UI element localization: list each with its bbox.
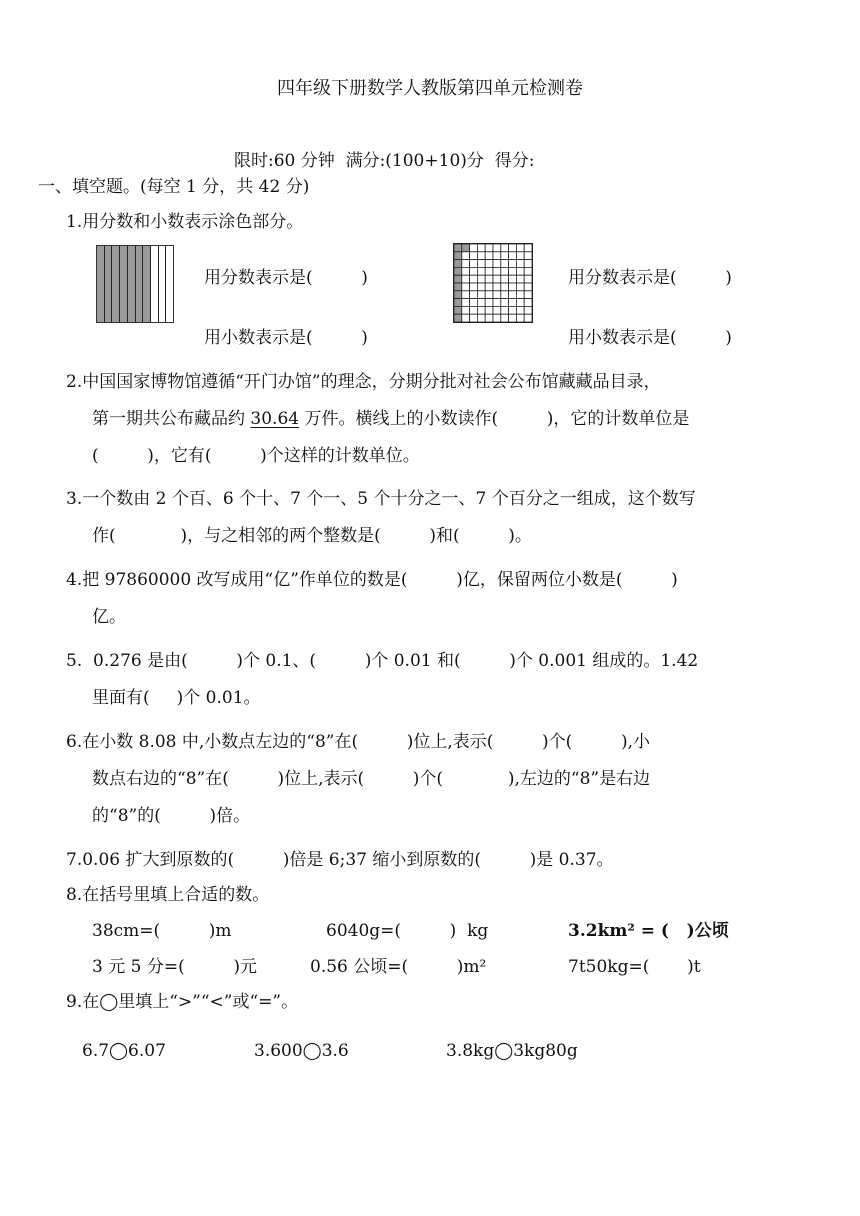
- blank-cell: [524, 244, 532, 252]
- blank-cell: [485, 252, 493, 260]
- blank-cell: [470, 267, 478, 275]
- underlined-number: 30.64: [250, 409, 300, 429]
- blank-cell: [470, 314, 478, 322]
- shaded-strip: [136, 246, 144, 322]
- conversion-2: 6040g=( ) kg: [326, 921, 489, 941]
- blank-cell: [485, 267, 493, 275]
- blank-cell: [477, 275, 485, 283]
- shaded-cell: [454, 291, 462, 299]
- shaded-cell: [454, 314, 462, 322]
- blank-cell: [462, 299, 470, 307]
- blank-cell: [493, 283, 501, 291]
- question-7: 7.0.06 扩大到原数的( )倍是 6;37 缩小到原数的( )是 0.37。: [66, 850, 614, 870]
- blank-strip: [166, 246, 173, 322]
- blank-cell: [462, 283, 470, 291]
- blank-cell: [493, 299, 501, 307]
- blank-cell: [524, 252, 532, 260]
- shaded-cell: [462, 244, 470, 252]
- blank-cell: [501, 275, 509, 283]
- blank-cell: [516, 275, 524, 283]
- blank-cell: [493, 267, 501, 275]
- blank-cell: [485, 260, 493, 268]
- blank-cell: [509, 283, 517, 291]
- blank-cell: [485, 314, 493, 322]
- blank-cell: [524, 314, 532, 322]
- blank-cell: [485, 299, 493, 307]
- shaded-cell: [454, 306, 462, 314]
- blank-cell: [485, 306, 493, 314]
- question-6-line-2: 数点右边的“8”在( )位上,表示( )个( ),左边的“8”是右边: [92, 769, 651, 789]
- blank-cell: [524, 275, 532, 283]
- blank-cell: [516, 314, 524, 322]
- shaded-cell: [454, 283, 462, 291]
- blank-cell: [509, 267, 517, 275]
- blank-cell: [516, 306, 524, 314]
- blank-cell: [485, 283, 493, 291]
- question-2-line-1: 2.中国国家博物馆遵循“开门办馆”的理念，分期分批对社会公布馆藏藏品目录，: [66, 372, 661, 392]
- blank-cell: [524, 306, 532, 314]
- blank-cell: [462, 275, 470, 283]
- compare-1: 6.7◯6.07: [82, 1041, 166, 1061]
- blank-cell: [524, 283, 532, 291]
- blank-cell: [509, 260, 517, 268]
- question-6-line-1: 6.在小数 8.08 中,小数点左边的“8”在( )位上,表示( )个( ),小: [66, 732, 650, 752]
- blank-cell: [516, 260, 524, 268]
- conversion-6: 7t50kg=( )t: [568, 957, 701, 977]
- blank-strip: [151, 246, 159, 322]
- conversion-1: 38cm=( )m: [92, 921, 232, 941]
- blank-cell: [516, 267, 524, 275]
- shaded-cell: [454, 267, 462, 275]
- question-6-line-3: 的“8”的( )倍。: [92, 806, 251, 826]
- blank-cell: [501, 260, 509, 268]
- blank-cell: [493, 291, 501, 299]
- question-3-line-1: 3.一个数由 2 个百、6 个十、7 个一、5 个十分之一、7 个百分之一组成，这个数写: [66, 489, 696, 509]
- blank-cell: [485, 275, 493, 283]
- blank-cell: [501, 244, 509, 252]
- blank-cell: [516, 291, 524, 299]
- blank-cell: [462, 314, 470, 322]
- blank-cell: [524, 267, 532, 275]
- blank-cell: [470, 275, 478, 283]
- blank-cell: [501, 299, 509, 307]
- blank-cell: [501, 267, 509, 275]
- blank-cell: [516, 252, 524, 260]
- fraction-answer-1: 用分数表示是( ): [204, 268, 368, 288]
- blank-cell: [477, 283, 485, 291]
- blank-cell: [493, 252, 501, 260]
- shaded-strip: [105, 246, 113, 322]
- question-4-line-1: 4.把 97860000 改写成用“亿”作单位的数是( )亿，保留两位小数是( ): [66, 570, 678, 590]
- conversion-4: 3 元 5 分=( )元: [92, 957, 257, 977]
- blank-cell: [516, 299, 524, 307]
- blank-cell: [501, 252, 509, 260]
- blank-cell: [470, 291, 478, 299]
- question-2-line-2: 第一期共公布藏品约 30.64 万件。横线上的小数读作( )，它的计数单位是: [92, 409, 690, 429]
- shaded-cell: [454, 244, 462, 252]
- blank-cell: [470, 244, 478, 252]
- blank-cell: [524, 291, 532, 299]
- blank-cell: [509, 299, 517, 307]
- blank-cell: [516, 244, 524, 252]
- blank-cell: [462, 252, 470, 260]
- blank-cell: [477, 260, 485, 268]
- blank-cell: [462, 267, 470, 275]
- blank-cell: [501, 291, 509, 299]
- blank-cell: [501, 314, 509, 322]
- question-9: 9.在◯里填上“>”“<”或“=”。: [66, 992, 299, 1012]
- blank-cell: [470, 306, 478, 314]
- blank-cell: [516, 283, 524, 291]
- blank-cell: [509, 314, 517, 322]
- section-heading: 一、填空题。(每空 1 分，共 42 分): [38, 177, 310, 197]
- decimal-answer-2: 用小数表示是( ): [568, 328, 732, 348]
- question-2-line-3: ( )，它有( )个这样的计数单位。: [92, 446, 420, 466]
- exam-meta: 限时:60 分钟 满分:(100+10)分 得分:: [234, 151, 535, 171]
- blank-cell: [462, 291, 470, 299]
- blank-cell: [477, 299, 485, 307]
- question-5-line-2: 里面有( )个 0.01。: [92, 688, 261, 708]
- blank-cell: [477, 306, 485, 314]
- conversion-3: 3.2km² = ( )公顷: [568, 921, 729, 941]
- compare-3: 3.8kg◯3kg80g: [446, 1041, 578, 1061]
- shaded-strip: [112, 246, 120, 322]
- blank-cell: [493, 244, 501, 252]
- fraction-answer-2: 用分数表示是( ): [568, 268, 732, 288]
- blank-cell: [501, 306, 509, 314]
- shaded-strip: [120, 246, 128, 322]
- blank-cell: [493, 306, 501, 314]
- blank-cell: [470, 299, 478, 307]
- shaded-strip: [97, 246, 105, 322]
- blank-cell: [509, 275, 517, 283]
- blank-cell: [485, 291, 493, 299]
- shaded-cell: [454, 275, 462, 283]
- blank-cell: [509, 306, 517, 314]
- page-title: 四年级下册数学人教版第四单元检测卷: [277, 78, 583, 99]
- blank-cell: [477, 314, 485, 322]
- strip-figure: [96, 245, 174, 323]
- blank-cell: [509, 244, 517, 252]
- shaded-cell: [454, 260, 462, 268]
- shaded-cell: [454, 299, 462, 307]
- blank-cell: [470, 260, 478, 268]
- blank-cell: [477, 291, 485, 299]
- blank-cell: [477, 252, 485, 260]
- shaded-strip: [143, 246, 151, 322]
- blank-cell: [524, 299, 532, 307]
- question-8: 8.在括号里填上合适的数。: [66, 885, 270, 905]
- question-4-line-2: 亿。: [92, 607, 126, 627]
- blank-cell: [524, 260, 532, 268]
- conversion-5: 0.56 公顷=( )m²: [310, 957, 487, 977]
- question-5-line-1: 5. 0.276 是由( )个 0.1、( )个 0.01 和( )个 0.001 组成的。1.42: [66, 651, 699, 671]
- blank-cell: [470, 252, 478, 260]
- hundred-grid-figure: [453, 243, 533, 323]
- blank-cell: [462, 306, 470, 314]
- question-3-line-2: 作( )，与之相邻的两个整数是( )和( )。: [92, 526, 532, 546]
- compare-2: 3.600◯3.6: [254, 1041, 349, 1061]
- blank-cell: [485, 244, 493, 252]
- blank-cell: [462, 260, 470, 268]
- blank-strip: [159, 246, 167, 322]
- blank-cell: [509, 291, 517, 299]
- blank-cell: [493, 314, 501, 322]
- blank-cell: [477, 244, 485, 252]
- blank-cell: [509, 252, 517, 260]
- decimal-answer-1: 用小数表示是( ): [204, 328, 368, 348]
- blank-cell: [493, 260, 501, 268]
- blank-cell: [477, 267, 485, 275]
- question-1: 1.用分数和小数表示涂色部分。: [66, 212, 304, 232]
- shaded-strip: [128, 246, 136, 322]
- blank-cell: [470, 283, 478, 291]
- shaded-cell: [454, 252, 462, 260]
- blank-cell: [493, 275, 501, 283]
- blank-cell: [501, 283, 509, 291]
